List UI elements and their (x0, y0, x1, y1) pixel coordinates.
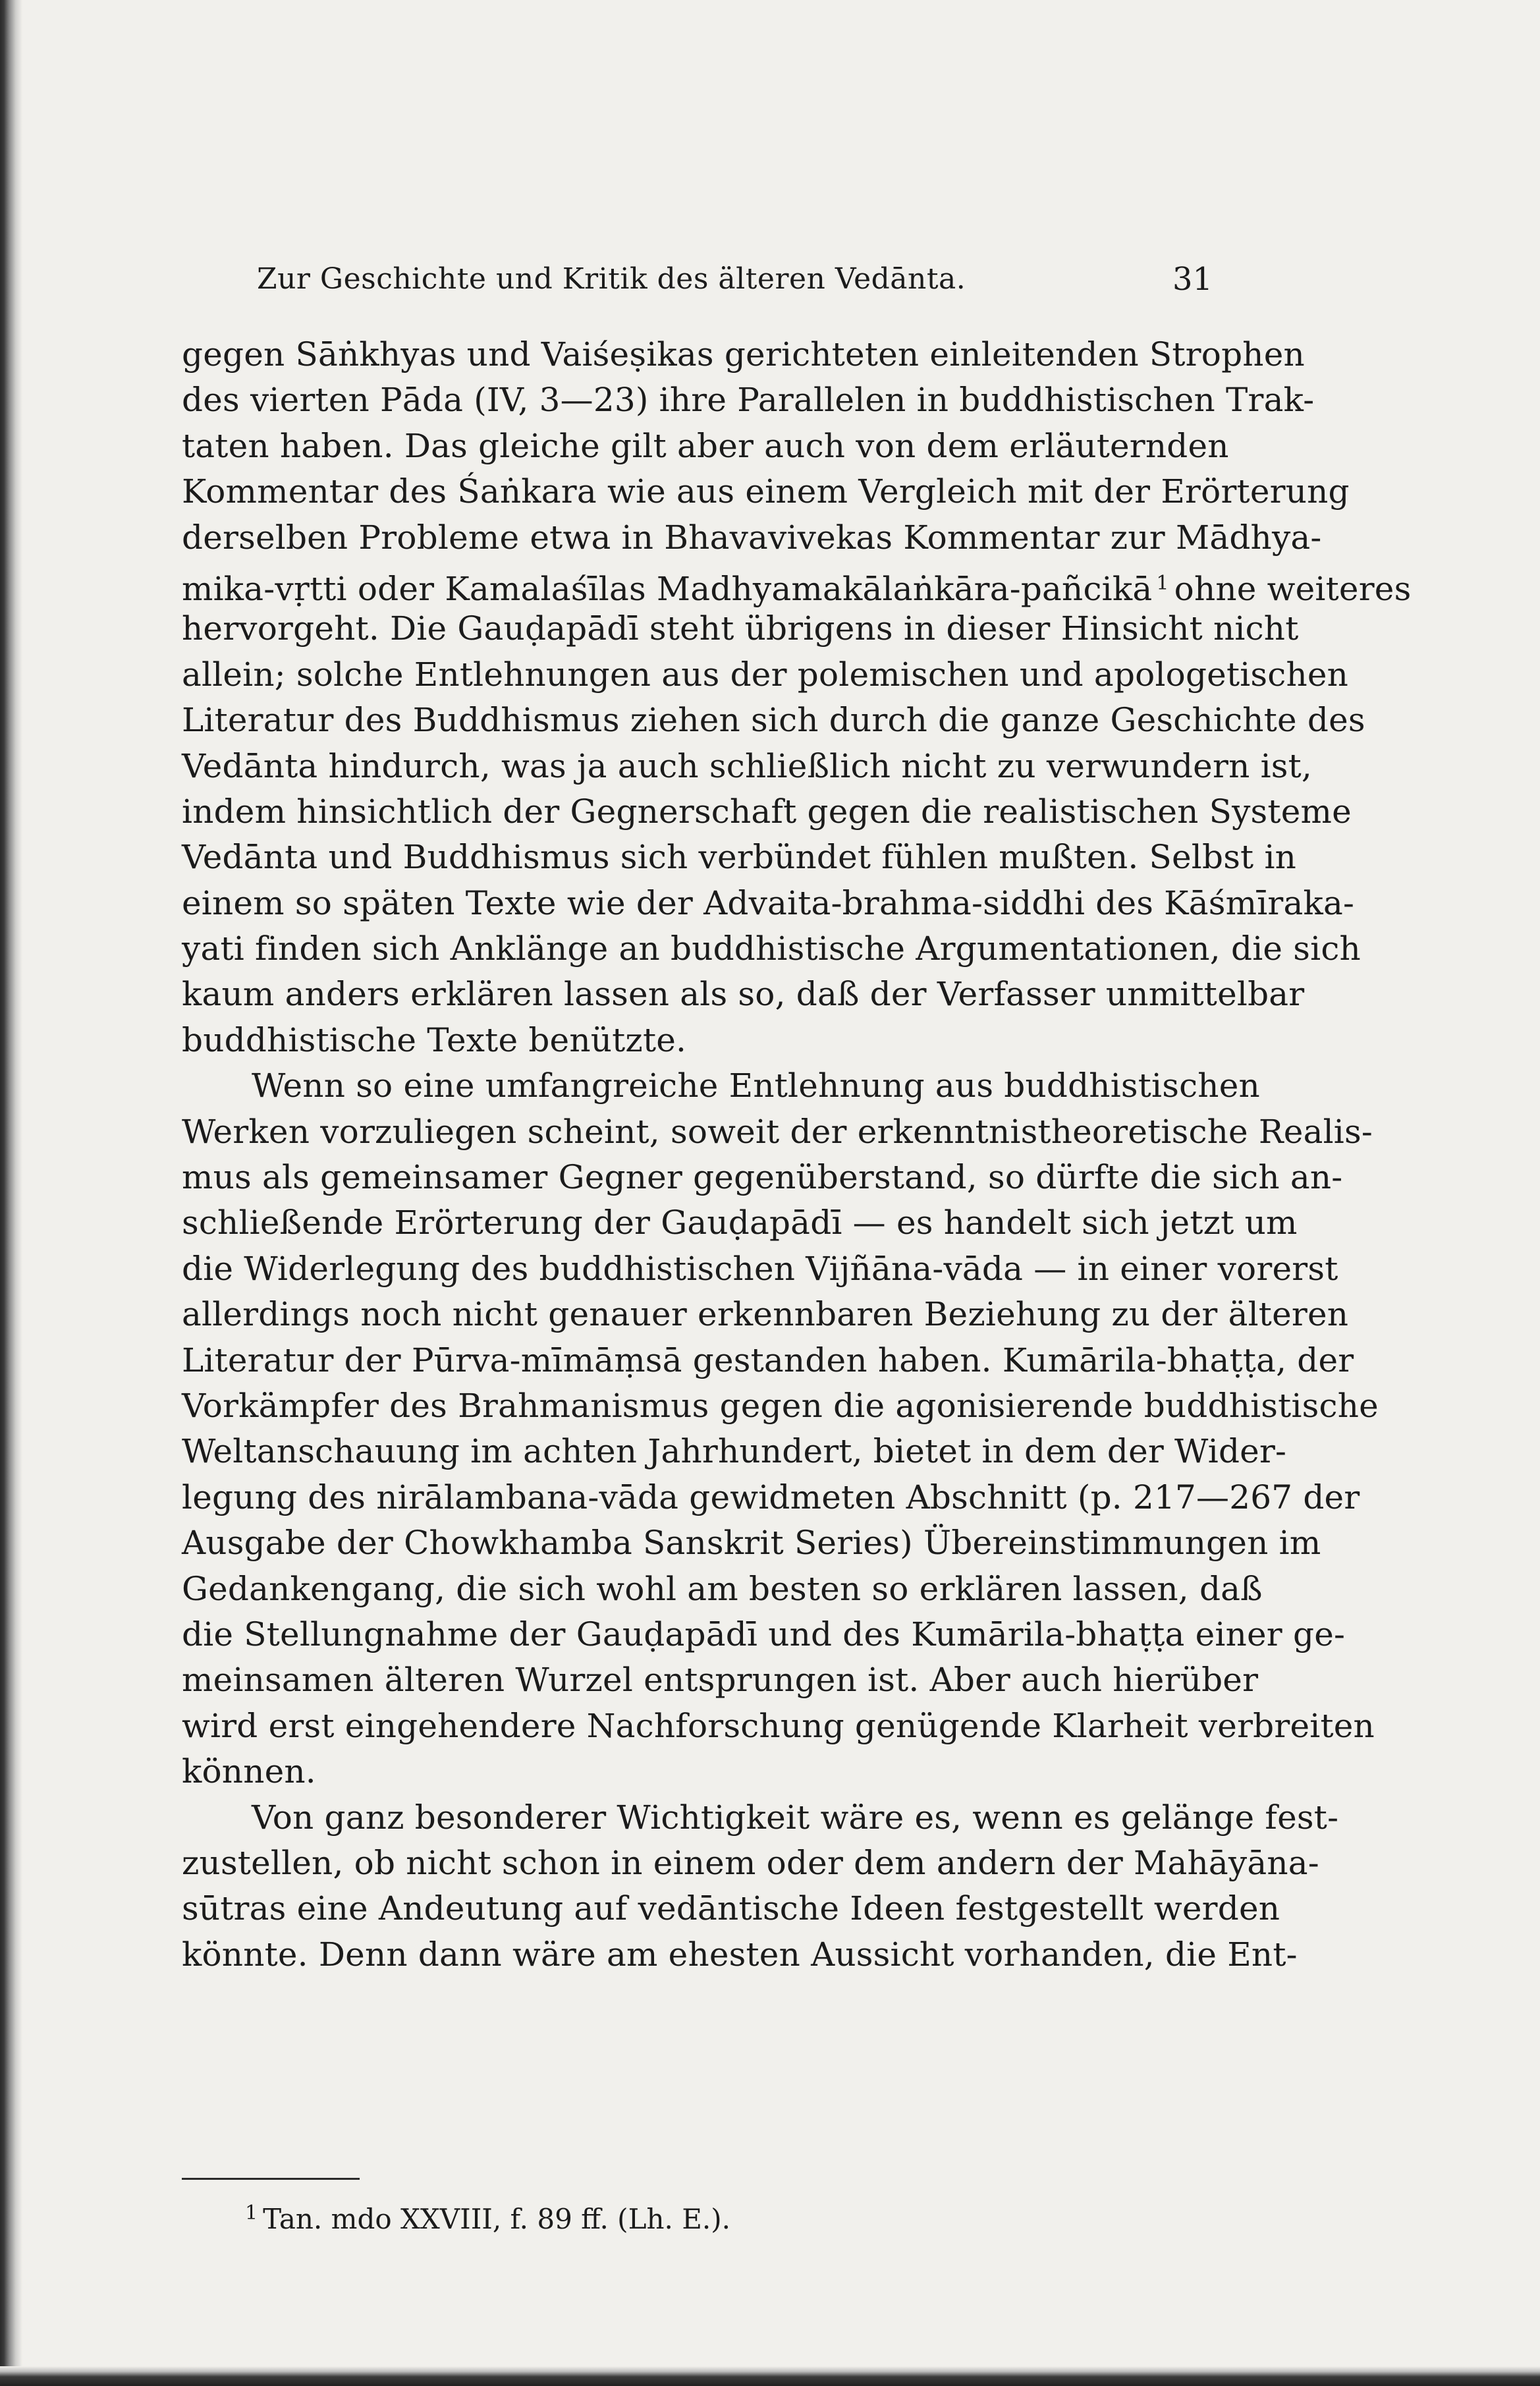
text-line: indem hinsichtlich der Gegnerschaft gegen die realistischen Systeme (182, 792, 1352, 831)
body-text (182, 332, 1412, 1978)
text-line: Werken vorzuliegen scheint, soweit der erkenntnistheoretische Realis- (182, 1112, 1373, 1151)
text-line: zustellen, ob nicht schon in einem oder dem andern der Mahāyāna- (182, 1843, 1319, 1882)
page-number: 31 (1172, 261, 1213, 298)
text-line: buddhistische Texte benützte. (182, 1020, 687, 1059)
text-line: Ausgabe der Chowkhamba Sanskrit Series) Übereinstimmungen im (182, 1524, 1321, 1563)
text-segment: ohne weiteres (1174, 569, 1412, 608)
text-line: mus als gemeinsamer Gegner gegenüberstand, so dürfte die sich an- (182, 1158, 1343, 1197)
text-segment: mika-vṛtti oder Kamalaśīlas Madhyamakālaṅkāra-pañcikā (182, 569, 1153, 608)
text-line: Vedānta hindurch, was ja auch schließlich nicht zu verwundern ist, (182, 746, 1313, 785)
text-line: kaum anders erklären lassen als so, daß der Verfasser unmittelbar (182, 975, 1305, 1014)
text-line-with-footnote-ref (182, 561, 1412, 608)
text-line: allerdings noch nicht genauer erkennbaren Beziehung zu der älteren (182, 1295, 1349, 1334)
text-line: hervorgeht. Die Gauḍapādī steht übrigens in dieser Hinsicht nicht (182, 609, 1299, 648)
text-line: können. (182, 1752, 316, 1791)
text-line: schließende Erörterung der Gauḍapādī — es handelt sich jetzt um (182, 1204, 1298, 1242)
page-bottom-edge (0, 2366, 1540, 2386)
text-line: des vierten Pāda (IV, 3—23) ihre Parallelen in buddhistischen Trak- (182, 381, 1315, 420)
text-line: gegen Sāṅkhyas und Vaiśeṣikas gerichteten einleitenden Strophen (182, 335, 1305, 374)
footnote-marker: 1 (245, 2202, 258, 2225)
text-line: meinsamen älteren Wurzel entsprungen ist. Aber auch hierüber (182, 1661, 1259, 1700)
text-line: yati finden sich Anklänge an buddhistische Argumentationen, die sich (182, 929, 1361, 968)
paragraph-start-line: Von ganz besonderer Wichtigkeit wäre es, wenn es gelänge fest- (252, 1798, 1339, 1837)
running-title: Zur Geschichte und Kritik des älteren Vedānta. (257, 262, 966, 296)
text-line: Vedānta und Buddhismus sich verbündet fühlen mußten. Selbst in (182, 838, 1297, 877)
text-line: derselben Probleme etwa in Bhavavivekas Kommentar zur Mādhya- (182, 518, 1322, 557)
text-line: Weltanschauung im achten Jahrhundert, bietet in dem der Wider- (182, 1432, 1287, 1471)
footnote (245, 2194, 730, 2239)
text-line: Literatur der Pūrva-mīmāṃsā gestanden haben. Kumārila-bhaṭṭa, der (182, 1341, 1354, 1379)
text-line: die Widerlegung des buddhistischen Vijñāna-vāda — in einer vorerst (182, 1249, 1338, 1288)
text-line: einem so späten Texte wie der Advaita-brahma-siddhi des Kāśmīraka- (182, 883, 1355, 922)
text-line: könnte. Denn dann wäre am ehesten Aussicht vorhanden, die Ent- (182, 1935, 1298, 1974)
text-line: allein; solche Entlehnungen aus der polemischen und apologetischen (182, 655, 1349, 694)
footnote-divider (182, 2178, 360, 2180)
text-line: taten haben. Das gleiche gilt aber auch von dem erläuternden (182, 426, 1229, 465)
text-line: Vorkämpfer des Brahmanismus gegen die agonisierende buddhistische (182, 1386, 1379, 1425)
paragraph-start-line: Wenn so eine umfangreiche Entlehnung aus buddhistischen (252, 1067, 1260, 1105)
footnote-text: Tan. mdo XXVIII, f. 89 ff. (Lh. E.). (263, 2203, 730, 2235)
text-line: Gedankengang, die sich wohl am besten so erklären lassen, daß (182, 1569, 1263, 1608)
footnote-reference: 1 (1156, 571, 1169, 595)
text-line: sūtras eine Andeutung auf vedāntische Ideen festgestellt werden (182, 1889, 1280, 1928)
text-line: wird erst eingehendere Nachforschung genügende Klarheit verbreiten (182, 1706, 1375, 1745)
text-line: legung des nirālambana-vāda gewidmeten Abschnitt (p. 217—267 der (182, 1478, 1360, 1516)
text-line: Literatur des Buddhismus ziehen sich durch die ganze Geschichte des (182, 701, 1365, 740)
text-line: die Stellungnahme der Gauḍapādī und des Kumārila-bhaṭṭa einer ge- (182, 1615, 1346, 1653)
text-line: Kommentar des Śaṅkara wie aus einem Vergleich mit der Erörterung (182, 472, 1350, 511)
